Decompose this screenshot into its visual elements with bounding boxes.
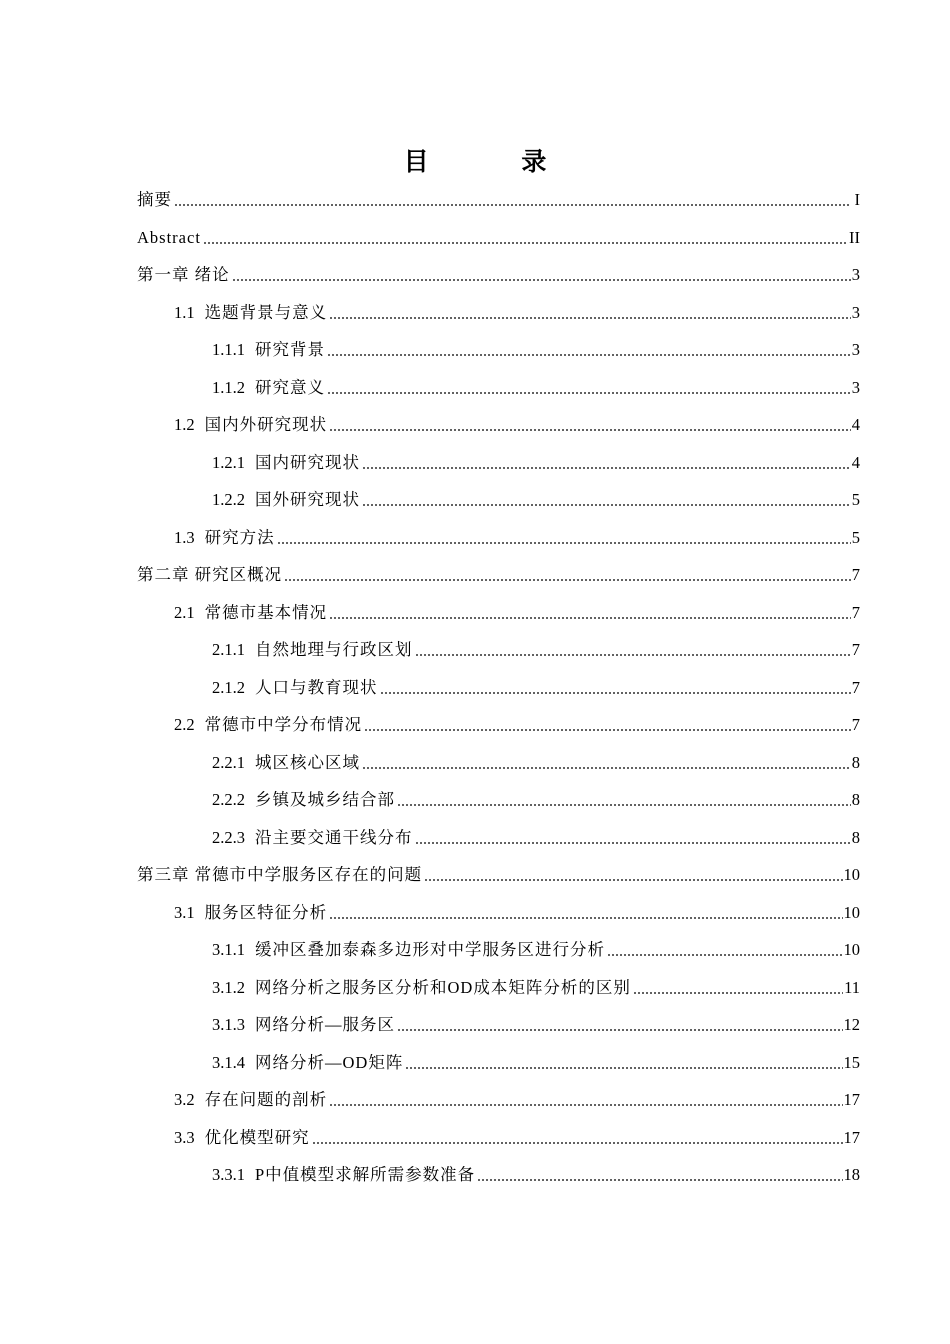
- toc-entry-page: 4: [851, 415, 860, 434]
- toc-dot-leader: [607, 954, 843, 956]
- toc-entry-label: 国内外研究现状: [204, 415, 328, 434]
- toc-entry-page: 5: [851, 490, 860, 509]
- toc-entry-number: 2.1.2: [212, 677, 245, 697]
- toc-entry[interactable]: [174, 1087, 860, 1111]
- toc-entry-label: 第三章 常德市中学服务区存在的问题: [137, 865, 423, 884]
- page-title: 目 录: [403, 147, 589, 176]
- toc-entry[interactable]: [212, 450, 860, 474]
- toc-entry[interactable]: [212, 1050, 860, 1074]
- toc-entry-label: 常德市中学分布情况: [204, 715, 363, 734]
- toc-entry-page: 8: [851, 752, 860, 772]
- toc-entry[interactable]: [212, 375, 860, 399]
- toc-dot-leader: [415, 654, 851, 656]
- toc-entry-label: Abstract: [137, 227, 201, 247]
- toc-entry-number: 3.3.1: [212, 1165, 245, 1184]
- toc-entry[interactable]: [212, 937, 860, 961]
- toc-entry-number: 3.1.4: [212, 1052, 245, 1072]
- toc-entry[interactable]: [212, 337, 860, 361]
- toc-dot-leader: [397, 804, 851, 806]
- toc-dot-leader: [327, 392, 851, 394]
- toc-entry-number: 2.1: [174, 602, 195, 622]
- toc-entry-label: 研究背景: [255, 340, 325, 359]
- toc-entry-number: 3.1.2: [212, 977, 245, 997]
- toc-entry-label: 国内研究现状: [255, 452, 360, 472]
- toc-entry[interactable]: [212, 787, 860, 811]
- toc-entry-page: II: [849, 227, 860, 247]
- toc-dot-leader: [284, 579, 851, 581]
- toc-dot-leader: [380, 692, 851, 694]
- toc-entry-label: 自然地理与行政区划: [255, 640, 413, 659]
- toc-entry-number: 1.1.2: [212, 377, 245, 397]
- toc-entry-page: 7: [851, 640, 860, 659]
- toc-entry[interactable]: [212, 1162, 860, 1186]
- toc-entry-page: 8: [851, 790, 860, 809]
- toc-entry-page: 7: [851, 715, 860, 734]
- toc-dot-leader: [329, 429, 851, 431]
- toc-entry[interactable]: [212, 1012, 860, 1036]
- toc-dot-leader: [329, 1104, 842, 1106]
- toc-entry-page: 15: [843, 1052, 860, 1072]
- toc-dot-leader: [424, 879, 842, 881]
- toc-entry-number: 2.2.2: [212, 790, 245, 809]
- toc-entry-page: 10: [843, 902, 860, 922]
- toc-dot-leader: [362, 504, 851, 506]
- toc-entry-page: 5: [851, 527, 860, 547]
- toc-entry-number: 2.2.1: [212, 752, 245, 772]
- toc-entry-page: 3: [851, 265, 860, 284]
- toc-entry-number: 3.1.3: [212, 1015, 245, 1034]
- toc-entry[interactable]: [174, 900, 860, 924]
- toc-entry[interactable]: [174, 1125, 860, 1149]
- toc-entry-number: 3.3: [174, 1127, 195, 1147]
- toc-entry-number: 1.1: [174, 302, 195, 322]
- toc-entry-label: 沿主要交通干线分布: [255, 827, 413, 847]
- toc-dot-leader: [312, 1142, 843, 1144]
- toc-entry[interactable]: [137, 262, 860, 286]
- toc-entry-page: 18: [843, 1165, 860, 1184]
- toc-entry-page: 11: [844, 977, 860, 997]
- toc-dot-leader: [397, 1029, 843, 1031]
- toc-dot-leader: [405, 1067, 842, 1069]
- toc-dot-leader: [633, 992, 843, 994]
- toc-entry-label: 研究方法: [204, 527, 275, 547]
- toc-entry[interactable]: [212, 675, 860, 699]
- toc-entry[interactable]: [137, 225, 860, 249]
- toc-dot-leader: [329, 917, 842, 919]
- toc-entry-label: 网络分析之服务区分析和OD成本矩阵分析的区别: [255, 977, 631, 997]
- toc-entry-page: 3: [851, 377, 860, 397]
- toc-entry-label: 城区核心区域: [255, 752, 360, 772]
- toc-entry-number: 3.1.1: [212, 940, 245, 959]
- toc-entry[interactable]: [212, 487, 860, 511]
- toc-entry-page: 17: [843, 1090, 860, 1109]
- toc-entry-label: 缓冲区叠加泰森多边形对中学服务区进行分析: [255, 940, 605, 959]
- toc-dot-leader: [362, 767, 851, 769]
- toc-entry[interactable]: [137, 562, 860, 586]
- toc-entry-page: 7: [851, 677, 860, 697]
- toc-entry[interactable]: [212, 825, 860, 849]
- toc-entry-page: 10: [843, 865, 860, 884]
- toc-entry-label: 乡镇及城乡结合部: [255, 790, 395, 809]
- toc-entry[interactable]: [137, 862, 860, 886]
- toc-entry-page: 12: [843, 1015, 860, 1034]
- toc-dot-leader: [277, 542, 851, 544]
- toc-entry-number: 1.2: [174, 415, 195, 434]
- toc-dot-leader: [232, 279, 851, 281]
- toc-entry-number: 2.2: [174, 715, 195, 734]
- toc-entry[interactable]: [174, 712, 860, 736]
- toc-entry-label: 存在问题的剖析: [204, 1090, 328, 1109]
- toc-entry-label: 第一章 绪论: [137, 265, 230, 284]
- toc-entry-number: 2.2.3: [212, 827, 245, 847]
- toc-entry-label: 常德市基本情况: [204, 602, 328, 622]
- toc-entry-number: 1.2.2: [212, 490, 245, 509]
- toc-entry-number: 3.2: [174, 1090, 195, 1109]
- toc-entry-page: 3: [851, 340, 860, 359]
- toc-entry-page: 17: [843, 1127, 860, 1147]
- toc-entry-label: 研究意义: [255, 377, 325, 397]
- toc-entry-number: 3.1: [174, 902, 195, 922]
- toc-entry-page: I: [854, 190, 860, 209]
- toc-entry[interactable]: [137, 187, 860, 211]
- toc-dot-leader: [329, 317, 851, 319]
- toc-dot-leader: [415, 842, 851, 844]
- toc-entry-number: 1.3: [174, 527, 195, 547]
- toc-entry-page: 4: [851, 452, 860, 472]
- toc-entry-page: 7: [851, 565, 860, 584]
- toc-dot-leader: [327, 354, 851, 356]
- toc-entry-label: 选题背景与意义: [204, 302, 328, 322]
- toc-dot-leader: [329, 617, 851, 619]
- toc-entry[interactable]: [212, 637, 860, 661]
- toc-entry[interactable]: [174, 412, 860, 436]
- toc-entry-number: 1.1.1: [212, 340, 245, 359]
- toc-entry-label: 网络分析—服务区: [255, 1015, 395, 1034]
- toc-entry[interactable]: [212, 750, 860, 774]
- toc-dot-leader: [364, 729, 851, 731]
- toc-entry[interactable]: [174, 300, 860, 324]
- toc-entry[interactable]: [174, 525, 860, 549]
- toc-dot-leader: [174, 204, 851, 206]
- toc-entry-label: P中值模型求解所需参数准备: [255, 1165, 476, 1184]
- toc-entry-label: 优化模型研究: [204, 1127, 310, 1147]
- toc-entry-page: 7: [851, 602, 860, 622]
- toc-entry-number: 1.2.1: [212, 452, 245, 472]
- toc-entry-number: 2.1.1: [212, 640, 245, 659]
- toc-entry-label: 第二章 研究区概况: [137, 565, 283, 584]
- toc-entry-label: 网络分析—OD矩阵: [255, 1052, 404, 1072]
- toc-dot-leader: [362, 467, 851, 469]
- toc-entry[interactable]: [212, 975, 860, 999]
- toc-entry-label: 服务区特征分析: [204, 902, 328, 922]
- toc-dot-leader: [477, 1179, 842, 1181]
- toc-entry-page: 3: [851, 302, 860, 322]
- toc-entry-label: 人口与教育现状: [255, 677, 378, 697]
- toc-entry[interactable]: [174, 600, 860, 624]
- toc-dot-leader: [203, 242, 848, 244]
- toc-entry-label: 摘要: [137, 190, 172, 209]
- toc-entry-page: 8: [851, 827, 860, 847]
- toc-entry-page: 10: [843, 940, 860, 959]
- toc-entry-label: 国外研究现状: [255, 490, 360, 509]
